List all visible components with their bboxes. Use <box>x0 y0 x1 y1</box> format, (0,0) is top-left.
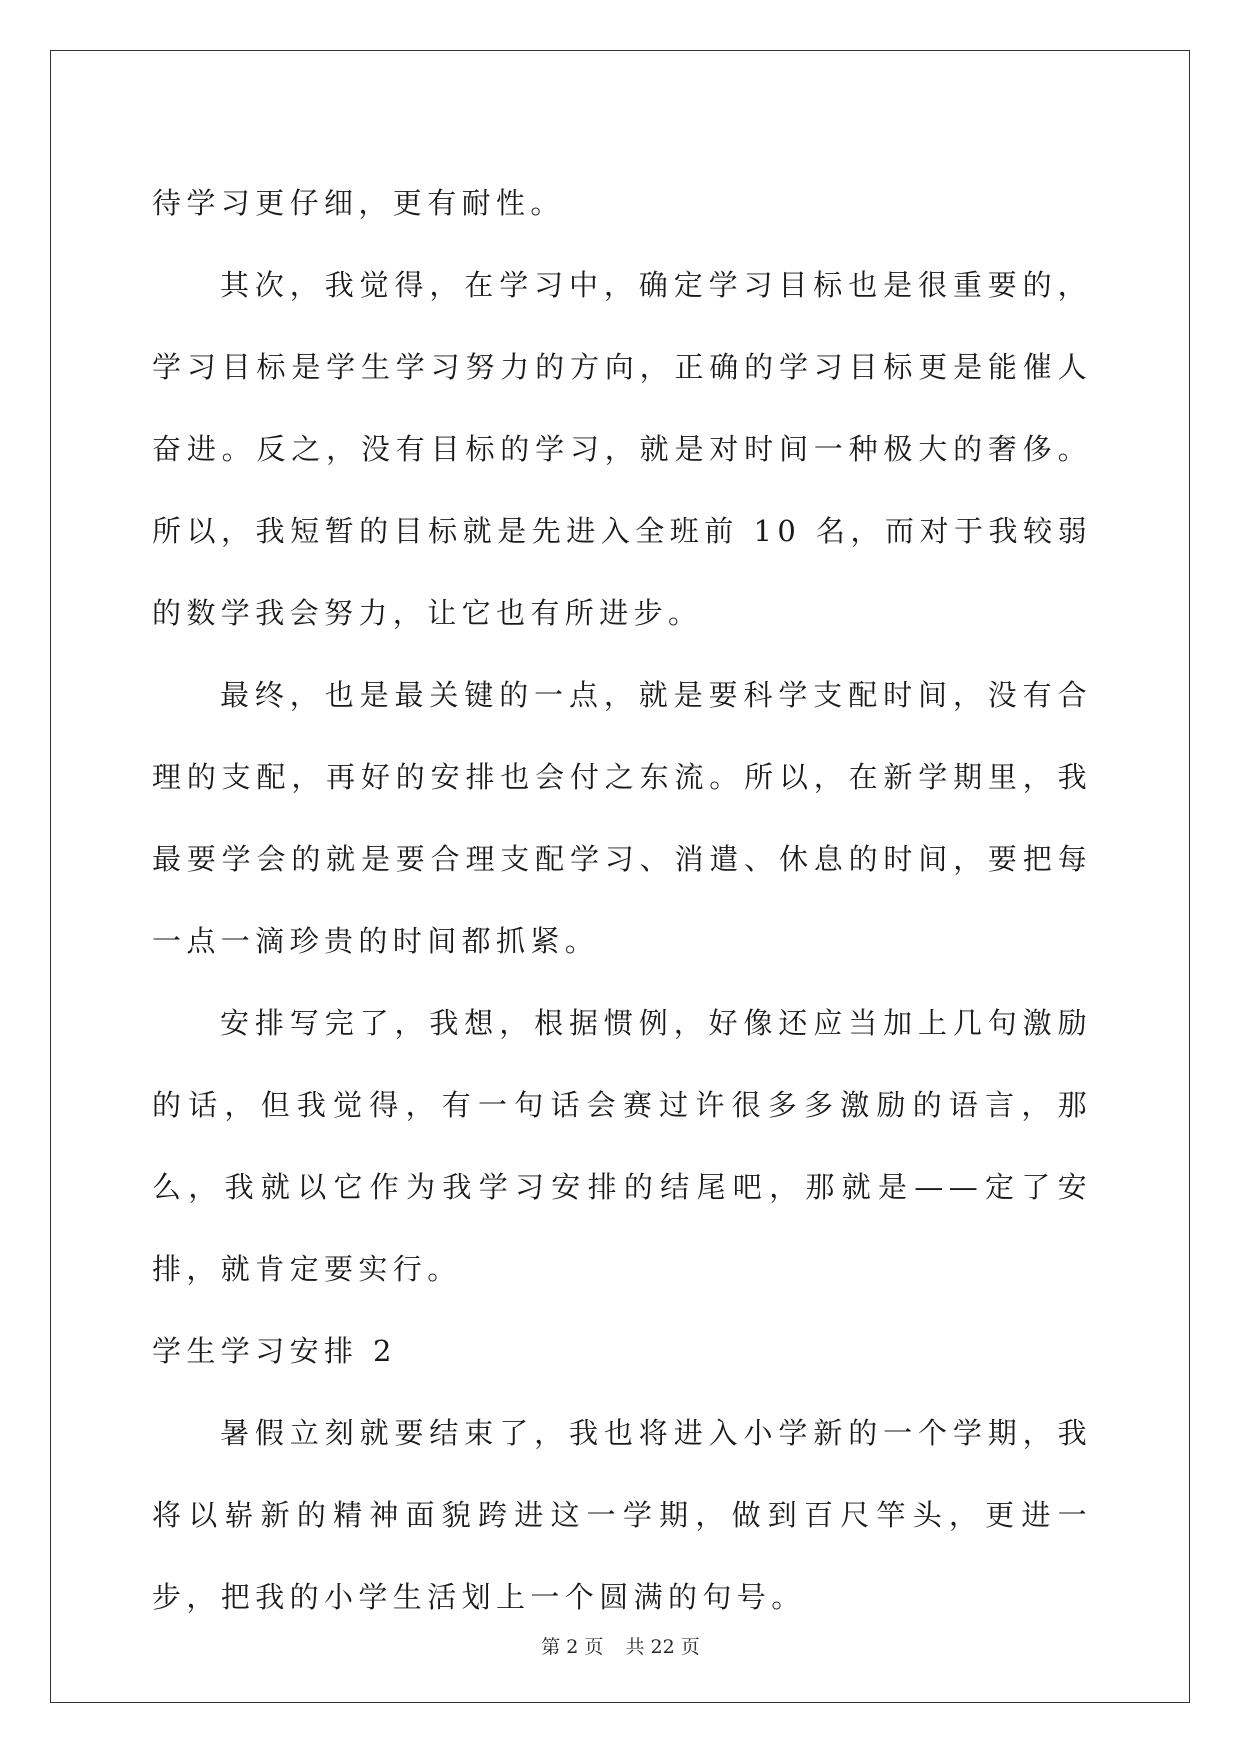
total-pages: 共 22 页 <box>625 1636 700 1658</box>
section-heading: 学生学习安排 2 <box>152 1334 397 1368</box>
paragraph-time-management: 最终，也是最关键的一点，就是要科学支配时间，没有合理的支配，再好的安排也会付之东流。所以，在新学期里，我最要学会的就是要合理支配学习、消遣、休息的时间，要把每一点一滴珍贵的时间都抓紧。 <box>152 678 1092 958</box>
document-body <box>152 162 1092 1638</box>
paragraph-conclusion: 安排写完了，我想，根据惯例，好像还应当加上几句激励的话，但我觉得，有一句话会赛过许很多多激励的语言，那么，我就以它作为我学习安排的结尾吧，那就是——定了安排，就肯定要实行。 <box>152 1006 1092 1286</box>
page-footer <box>0 1632 1241 1659</box>
page-number: 第 2 页 <box>541 1636 604 1658</box>
paragraph-learning-goals: 其次，我觉得，在学习中，确定学习目标也是很重要的，学习目标是学生学习努力的方向，正确的学习目标更是能催人奋进。反之，没有目标的学习，就是对时间一种极大的奢侈。所以，我短暂的目标就是先进入全班前 10 名，而对于我较弱的数学我会努力，让它也有所进步。 <box>152 268 1092 630</box>
paragraph-summer-intro: 暑假立刻就要结束了，我也将进入小学新的一个学期，我将以崭新的精神面貌跨进这一学期，做到百尺竿头，更进一步，把我的小学生活划上一个圆满的句号。 <box>152 1416 1092 1614</box>
paragraph-continuation: 待学习更仔细，更有耐性。 <box>152 186 565 220</box>
